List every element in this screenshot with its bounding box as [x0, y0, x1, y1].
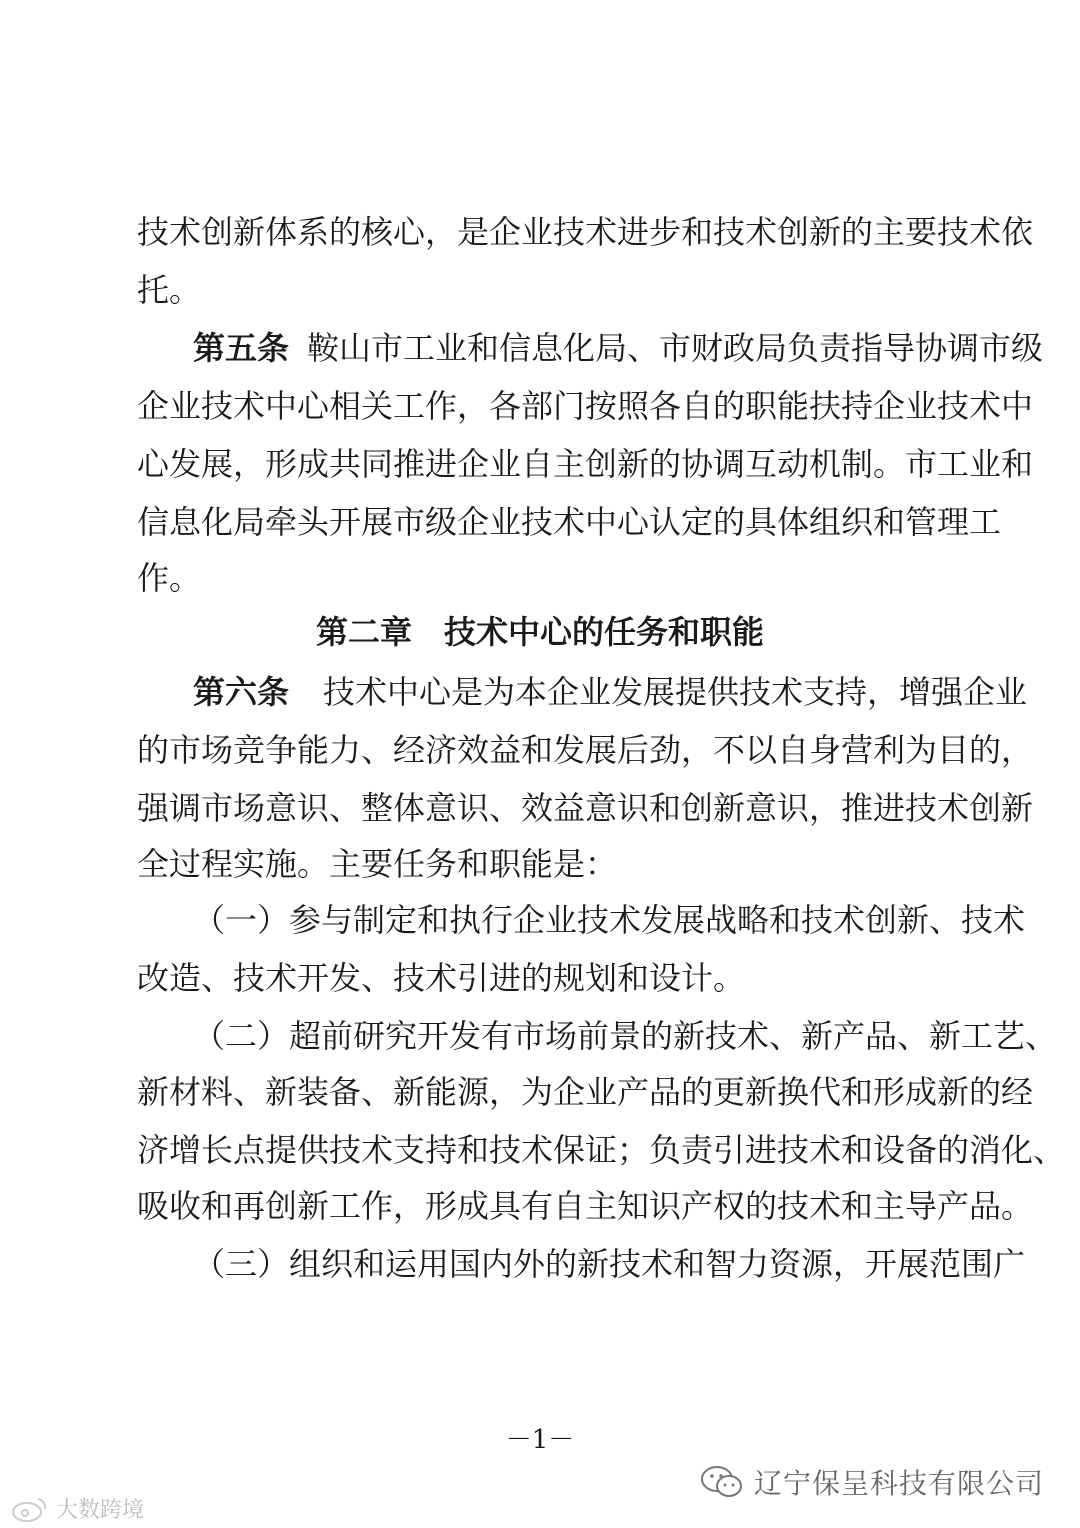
text-line: 企业技术中心相关工作，各部门按照各自的职能扶持企业技术中 [137, 387, 1034, 425]
weibo-account-name: 大数跨境 [56, 1498, 145, 1523]
text-line: 全过程实施。主要任务和职能是： [137, 845, 618, 883]
text-line: 改造、技术开发、技术引进的规划和设计。 [137, 959, 746, 997]
text-line: 吸收和再创新工作，形成具有自主知识产权的技术和主导产品。 [137, 1187, 1034, 1225]
text-line: 的市场竞争能力、经济效益和发展后劲，不以自身营利为目的， [137, 731, 1034, 769]
wechat-icon [700, 1464, 744, 1500]
text-line: 作。 [137, 559, 202, 597]
text-line: 技术创新体系的核心，是企业技术进步和技术创新的主要技术依 [137, 213, 1034, 251]
weibo-icon [10, 1495, 50, 1523]
text-line: （二）超前研究开发有市场前景的新技术、新产品、新工艺、 [193, 1017, 1058, 1055]
text-line: 信息化局牵头开展市级企业技术中心认定的具体组织和管理工 [137, 503, 1002, 541]
text-line: 托。 [137, 271, 202, 309]
article-5-label: 第五条 [193, 329, 290, 367]
article-5-first-line [193, 328, 1044, 368]
article-6-text: 技术中心是为本企业发展提供技术支持，增强企业 [323, 673, 1028, 711]
chapter-heading: 第二章 技术中心的任务和职能 [315, 613, 764, 651]
article-5-text: 鞍山市工业和信息化局、市财政局负责指导协调市级 [307, 329, 1044, 367]
text-line: （一）参与制定和执行企业技术发展战略和技术创新、技术 [193, 901, 1026, 939]
weibo-watermark [10, 1493, 144, 1524]
page-number: －1－ [505, 1425, 575, 1455]
wechat-watermark [700, 1462, 1044, 1502]
article-6-first-line [193, 672, 1028, 712]
article-6-label: 第六条 [193, 673, 290, 711]
text-line: 强调市场意识、整体意识、效益意识和创新意识，推进技术创新 [137, 789, 1034, 827]
text-line: 新材料、新装备、新能源，为企业产品的更新换代和形成新的经 [137, 1073, 1034, 1111]
text-line: 心发展，形成共同推进企业自主创新的协调互动机制。市工业和 [137, 445, 1034, 483]
text-line: 济增长点提供技术支持和技术保证；负责引进技术和设备的消化、 [137, 1131, 1066, 1169]
text-line: （三）组织和运用国内外的新技术和智力资源，开展范围广 [193, 1245, 1026, 1283]
wechat-account-name: 辽宁保呈科技有限公司 [753, 1467, 1044, 1500]
